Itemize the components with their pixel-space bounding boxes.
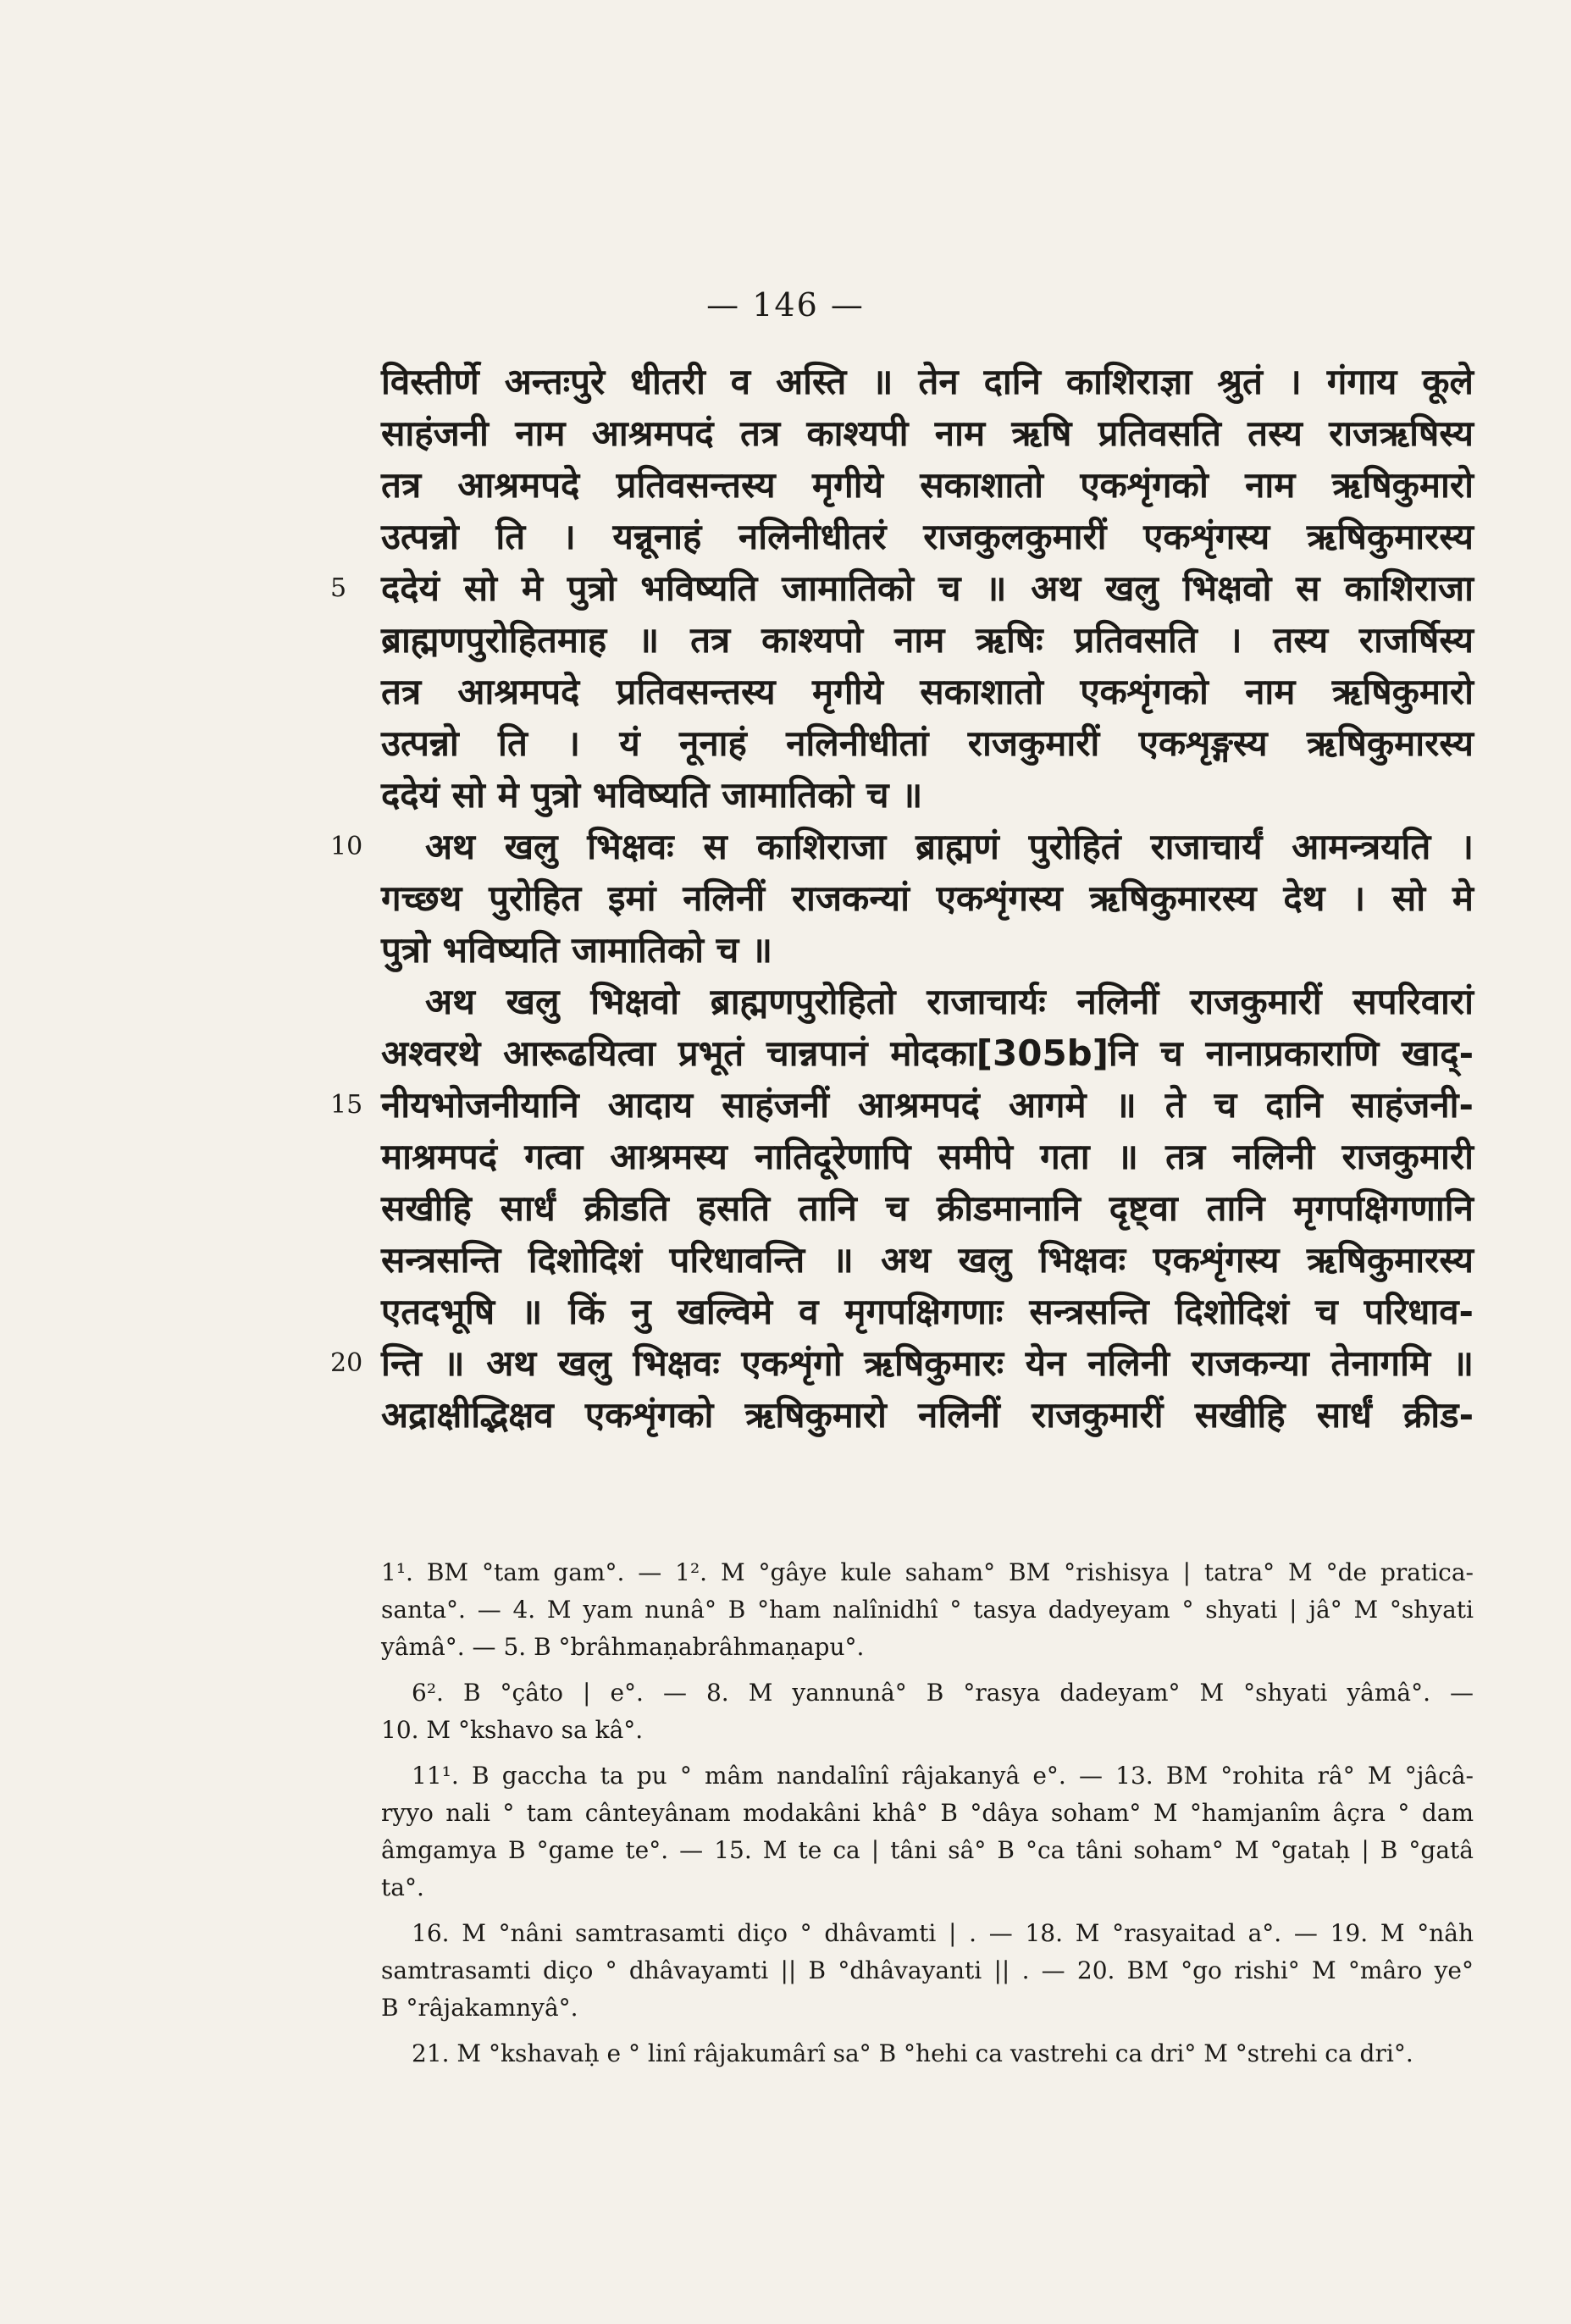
- line-text: उत्पन्नो ति । यन्नूनाहं नलिनीधीतरं राजकुलकुमारीं एकशृंगस्य ऋषिकुमारस्य: [381, 516, 1474, 557]
- footnote-paragraph: [381, 1757, 1474, 1906]
- line-text: अथ खलु भिक्षवः स काशिराजा ब्राह्मणं पुरोहितं राजाचार्यं आमन्त्रयति ।: [425, 826, 1474, 867]
- text-line: [381, 1389, 1474, 1441]
- footnote-line: 6². B °çâto | e°. — 8. M yannunâ° B °rasya dadeyam° M °shyati yâmâ°. —: [412, 1679, 1474, 1707]
- text-line: [381, 717, 1474, 769]
- footnotes-block: [381, 1554, 1474, 2081]
- footnote-paragraph: [381, 2035, 1474, 2072]
- line-text: उत्पन्नो ति । यं नूनाहं नलिनीधीतां राजकुमारीं एकशृङ्गस्य ऋषिकुमारस्य: [381, 722, 1474, 764]
- line-text: ददेयं सो मे पुत्रो भविष्यति जामातिको च ॥ अथ खलु भिक्षवो स काशिराजा: [381, 567, 1474, 609]
- footnote-line: B °râjakamnyâ°.: [381, 1994, 578, 2022]
- line-text: तत्र आश्रमपदे प्रतिवसन्तस्य मृगीये सकाशातो एकशृंगको नाम ऋषिकुमारो: [381, 671, 1474, 712]
- text-line: [381, 872, 1474, 924]
- text-line: [381, 1234, 1474, 1286]
- text-line: [381, 976, 1474, 1027]
- footnote-line: 1¹. BM °tam gam°. — 1². M °gâye kule saham° BM °rishisya | tatra° M °de pratica-: [381, 1558, 1474, 1586]
- text-line: [381, 459, 1474, 511]
- line-text: ब्राह्मणपुरोहितमाह ॥ तत्र काश्यपो नाम ऋषिः प्रतिवसति । तस्य राजर्षिस्य: [381, 619, 1474, 661]
- text-line: [381, 924, 1474, 976]
- line-text: अश्वरथे आरूढयित्वा प्रभूतं चान्नपानं मोदका[305b]नि च नानाप्रकाराणि खाद्-: [381, 1032, 1474, 1074]
- line-text: विस्तीर्णे अन्तःपुरे धीतरी व अस्ति ॥ तेन दानि काशिराज्ञा श्रुतं । गंगाय कूले: [381, 361, 1474, 402]
- line-text: पुत्रो भविष्यति जामातिको च ॥: [381, 929, 773, 971]
- sanskrit-text-block: [330, 356, 1474, 1441]
- footnote-line: 11¹. B gaccha ta pu ° mâm nandalînî râjakanyâ e°. — 13. BM °rohita râ° M °jâcâ-: [412, 1762, 1474, 1790]
- line-text: न्ति ॥ अथ खलु भिक्षवः एकशृंगो ऋषिकुमारः येन नलिनी राजकन्या तेनागमि ॥: [381, 1342, 1474, 1384]
- line-text: ददेयं सो मे पुत्रो भविष्यति जामातिको च ॥: [381, 774, 923, 816]
- page-number: — 146 —: [706, 286, 865, 324]
- text-line: [381, 407, 1474, 459]
- footnote-line: santa°. — 4. M yam nunâ° B °ham nalînidhî ° tasya dadyeyam ° shyati | jâ° M °shyati: [381, 1596, 1474, 1624]
- line-number: 20: [330, 1348, 363, 1378]
- line-number: 5: [330, 573, 347, 603]
- line-text: अथ खलु भिक्षवो ब्राह्मणपुरोहितो राजाचार्यः नलिनीं राजकुमारीं सपरिवारां: [425, 981, 1474, 1022]
- text-line: [381, 666, 1474, 717]
- text-line: [330, 821, 1474, 872]
- line-text: अद्राक्षीद्भिक्षव एकशृंगको ऋषिकुमारो नलिनीं राजकुमारीं सखीहि सार्धं क्रीड-: [381, 1394, 1474, 1436]
- text-line: [381, 1131, 1474, 1182]
- footnote-line: 10. M °kshavo sa kâ°.: [381, 1716, 644, 1744]
- line-text: तत्र आश्रमपदे प्रतिवसन्तस्य मृगीये सकाशातो एकशृंगको नाम ऋषिकुमारो: [381, 464, 1474, 506]
- text-line: [330, 1337, 1474, 1389]
- text-line: [330, 1079, 1474, 1131]
- footnote-line: âmgamya B °game te°. — 15. M te ca | tâni sâ° B °ca tâni soham° M °gataḥ | B °gatâ: [381, 1836, 1474, 1864]
- line-text: गच्छथ पुरोहित इमां नलिनीं राजकन्यां एकशृंगस्य ऋषिकुमारस्य देथ । सो मे: [381, 877, 1474, 919]
- footnote-line: samtrasamti diço ° dhâvayamti || B °dhâvayanti || . — 20. BM °go rishi° M °mâro ye°: [381, 1956, 1474, 1984]
- line-text: सखीहि सार्धं क्रीडति हसति तानि च क्रीडमानानि दृष्ट्वा तानि मृगपक्षिगणानि: [381, 1187, 1474, 1229]
- footnote-line: 21. M °kshavaḥ e ° linî râjakumârî sa° B °hehi ca vastrehi ca dri° M °strehi ca dri°.: [412, 2039, 1413, 2067]
- line-text: एतदभूषि ॥ किं नु खल्विमे व मृगपक्षिगणाः सन्त्रसन्ति दिशोदिशं च परिधाव-: [381, 1291, 1474, 1332]
- text-line: [381, 614, 1474, 666]
- line-text: माश्रमपदं गत्वा आश्रमस्य नातिदूरेणापि समीपे गता ॥ तत्र नलिनी राजकुमारी: [381, 1136, 1474, 1177]
- line-text: सन्त्रसन्ति दिशोदिशं परिधावन्ति ॥ अथ खलु भिक्षवः एकशृंगस्य ऋषिकुमारस्य: [381, 1239, 1474, 1281]
- text-line: [381, 1027, 1474, 1079]
- footnote-line: yâmâ°. — 5. B °brâhmaṇabrâhmaṇapu°.: [381, 1633, 865, 1661]
- text-line: [381, 356, 1474, 407]
- footnote-line: ta°.: [381, 1873, 424, 1901]
- line-text: नीयभोजनीयानि आदाय साहंजनीं आश्रमपदं आगमे ॥ ते च दानि साहंजनी-: [381, 1084, 1474, 1126]
- line-text: साहंजनी नाम आश्रमपदं तत्र काश्यपी नाम ऋषि प्रतिवसति तस्य राजऋषिस्य: [381, 412, 1474, 454]
- line-number: 10: [330, 832, 363, 861]
- text-line: [330, 562, 1474, 614]
- line-number: 15: [330, 1090, 363, 1120]
- footnote-paragraph: [381, 1674, 1474, 1749]
- text-line: [381, 769, 1474, 821]
- text-line: [381, 1286, 1474, 1337]
- text-line: [381, 511, 1474, 562]
- footnote-paragraph: [381, 1915, 1474, 2027]
- footnote-line: 16. M °nâni samtrasamti diço ° dhâvamti | . — 18. M °rasyaitad a°. — 19. M °nâh: [412, 1919, 1474, 1947]
- footnote-paragraph: [381, 1554, 1474, 1666]
- footnote-line: ryyo nali ° tam cânteyânam modakâni khâ° B °dâya soham° M °hamjanîm âçra ° dam: [381, 1799, 1474, 1827]
- text-line: [381, 1182, 1474, 1234]
